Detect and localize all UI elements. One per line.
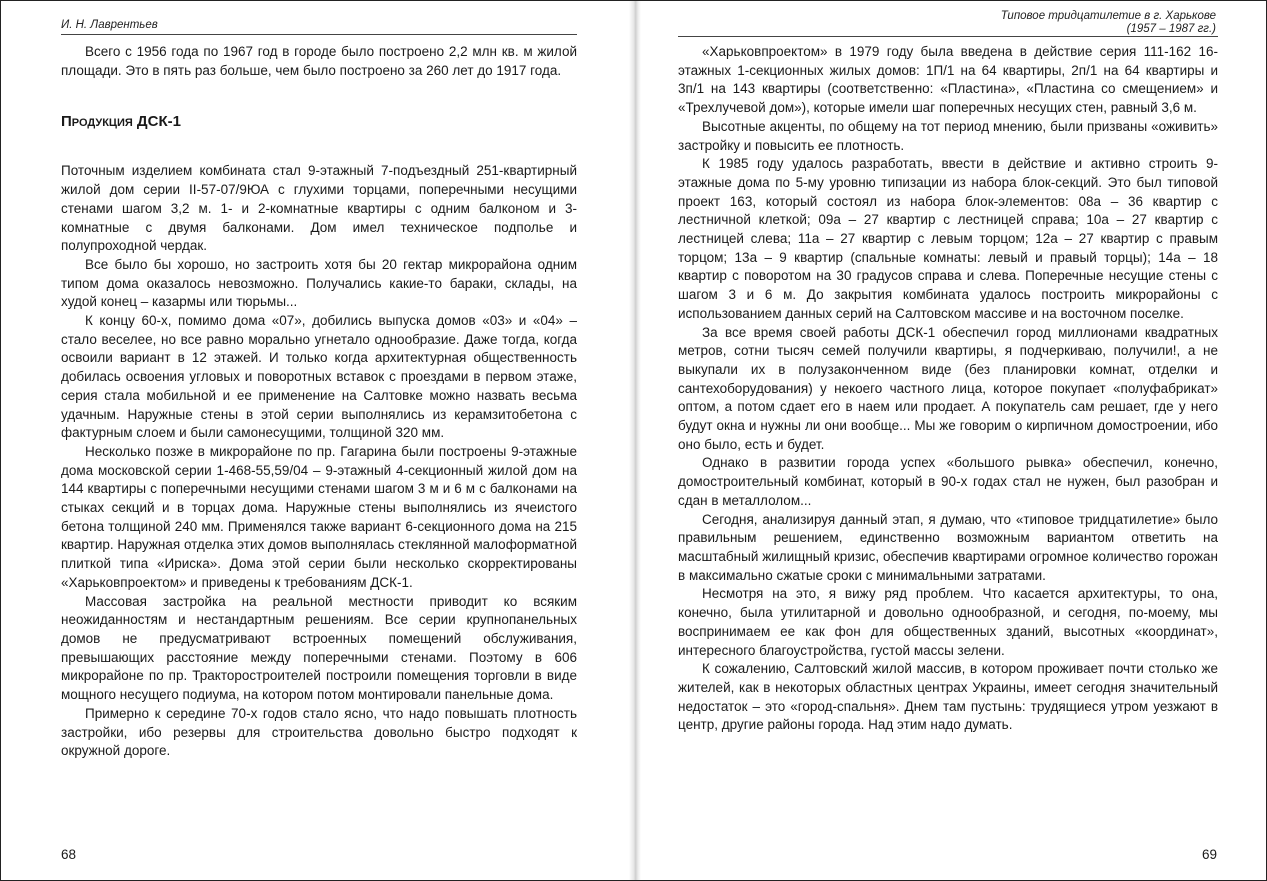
header-rule <box>678 36 1218 37</box>
paragraph: Сегодня, анализируя данный этап, я думаю, что «типовое тридцатилетие» было правильным решением, единственно возможным вариантом ответить на масштабный жилищный кризис, обеспечив квартирами огромное количество горожан в максимально сжатые сроки с минимальными затратами. <box>678 511 1219 583</box>
running-head-years-line: (1957 – 1987 гг.) <box>1126 23 1217 35</box>
running-head-author: И. Н. Лаврентьев <box>61 19 158 31</box>
paragraph: Массовая застройка на реальной местности приводит ко всяким неожиданностям и нестандартным решениям. Все серии крупнопанельных домов не предусматривают встроенных помещений обслуживания, превышающих расстояние между поперечными стенами. Поэтому в 606 микрорайоне по пр. Тракторостроителей построили помещения торговли в виде мощного несущего подиума, на котором потом монтировали панельные дома. <box>61 593 577 703</box>
paragraph: «Харьковпроектом» в 1979 году была введена в действие серия 111-162 16-этажных 1-секционных жилых домов: 1П/1 на 64 квартиры, 2п/1 на 64 квартиры и 3п/1 на 143 квартиры (соответственно: «Пластина», «Пластина со смещением» и «Трехлучевой дом»), которые имели шаг поперечных несущих стен, равный 3,6 м. <box>678 44 1219 116</box>
paragraph: Поточным изделием комбината стал 9-этажный 7-подъездный 251-квартирный жилой дом серии II-57-07/9ЮА с глухими торцами, поперечными несущими стенами шагом 3,2 м. 1- и 2-комнатные квартиры с одним балконом и 3-комнатные с двумя балконами. Дом имел техническое подполье и полупроходной чердак. <box>61 163 577 254</box>
intro-paragraph: Всего с 1956 года по 1967 год в городе было построено 2,2 млн кв. м жилой площади. Это в пять раз больше, чем было построено за 260 лет до 1917 года. <box>61 44 577 78</box>
running-head-title <box>678 10 1216 36</box>
header-rule <box>61 34 577 35</box>
paragraph: Все было бы хорошо, но застроить хотя бы 20 гектар микрорайона одним типом дома оказалось невозможно. Получались какие-то бараки, склады, на худой конец – казармы или тюрьмы... <box>61 256 577 310</box>
paragraph: За все время своей работы ДСК-1 обеспечил город миллионами квадратных метров, сотни тысяч семей получили квартиры, я подчеркиваю, получили!, а не выкупали их в полузаконченном виде (без планировки комнат, отделки и сантехоборудования) у некоего частного лица, которое покупает «полуфабрикат» оптом, а потом сдает его в наем или продает. А покупатель сам решает, где у него будут окна и нужны ли они вообще... Мы же говорим о кирпичном домостроении, ибо оно было, есть и будет. <box>678 324 1219 452</box>
left-page <box>1 1 628 880</box>
paragraph: Несмотря на это, я вижу ряд проблем. Что касается архитектуры, то она, конечно, была утилитарной и довольно однообразной, и сегодня, по-моему, мы воспринимаем ее как фон для общественных зданий, высотных «координат», интересного благоустройства, густой массы зелени. <box>678 586 1219 658</box>
section-heading: Продукция ДСК-1 <box>61 113 181 131</box>
paragraph: Примерно к середине 70-х годов стало ясно, что надо повышать плотность застройки, ибо резервы для строительства довольно быстро подходят к окружной дороге. <box>61 705 577 759</box>
paragraph: Несколько позже в микрорайоне по пр. Гагарина были построены 9-этажные дома московской серии 1-468-55,59/04 – 9-этажный 4-секционный жилой дом на 144 квартиры с поперечными несущими стенами шагом 3 м и 6 м с балконами на стыках секций и в торцах дома. Наружные стены выполнялись из ячеистого бетона толщиной 240 мм. Применялся также вариант 6-секционного дома на 215 квартир. Наружная отделка этих домов выполнялась стеклянной малоформатной плиткой типа «Ириска». Дома этой серии были несколько скорректированы «Харьковпроектом» и приведены к требованиям ДСК-1. <box>61 443 577 590</box>
paragraph: К 1985 году удалось разработать, ввести в действие и активно строить 9-этажные дома по 5-му уровню типизации из набора блок-секций. Это был типовой проект 163, который состоял из набора блок-элементов: 08а – 36 квартир с лестничной клеткой; 09а – 27 квартир с лестницей справа; 10а – 27 квартир с лестницей слева; 11а – 27 квартир с левым торцом; 12а – 27 квартир с правым торцом; 13а – 9 квартир (спальные комнаты: левый и правый торцы); 14а – 18 квартир с поворотом на 30 градусов справа и слева. Поперечные несущие стены с шагом 3 и 6 м. До закрытия комбината удалось построить микрорайоны с использованием данных серий на Салтовском массиве и на восточном поселке. <box>678 156 1219 321</box>
paragraph: К концу 60-х, помимо дома «07», добились выпуска домов «03» и «04» – стало веселее, но все равно морально угнетало однообразие. Даже тогда, когда освоили вариант в 12 этажей. И только когда архитектурная общественность добилась освоения угловых и поворотных вставок с проездами в первом этаже, серия стала мобильной и ее применение на Салтовке можно назвать весьма удачным. Наружные стены в этой серии выполнялись из керамзитобетона с фактурным слоем и были самонесущими, толщиной 320 мм. <box>61 313 577 441</box>
paragraph: К сожалению, Салтовский жилой массив, в котором проживает почти столько же жителей, как в некоторых областных центрах Украины, имеет сегодня значительный недостаток – это «город-спальня». Днем там пустынь: трудящиеся утром уезжают в центр, другие районы города. Над этим надо думать. <box>678 661 1219 733</box>
running-head-title-line: Типовое тридцатилетие в г. Харькове <box>1000 10 1217 22</box>
paragraph: Однако в развитии города успех «большого рывка» обеспечил, конечно, домостроительный комбинат, который в 90-х годах стал не нужен, был разобран и сдан в металлолом... <box>678 455 1219 508</box>
section-heading-wrap <box>61 80 577 162</box>
page-number: 69 <box>1201 847 1217 862</box>
right-page <box>628 1 1266 880</box>
paragraph: Высотные акценты, по общему на тот период мнению, были призваны «оживить» застройку и повысить ее плотность. <box>678 118 1219 153</box>
right-page-body <box>678 43 1218 735</box>
page-number: 68 <box>61 847 77 862</box>
left-page-body <box>61 43 577 761</box>
